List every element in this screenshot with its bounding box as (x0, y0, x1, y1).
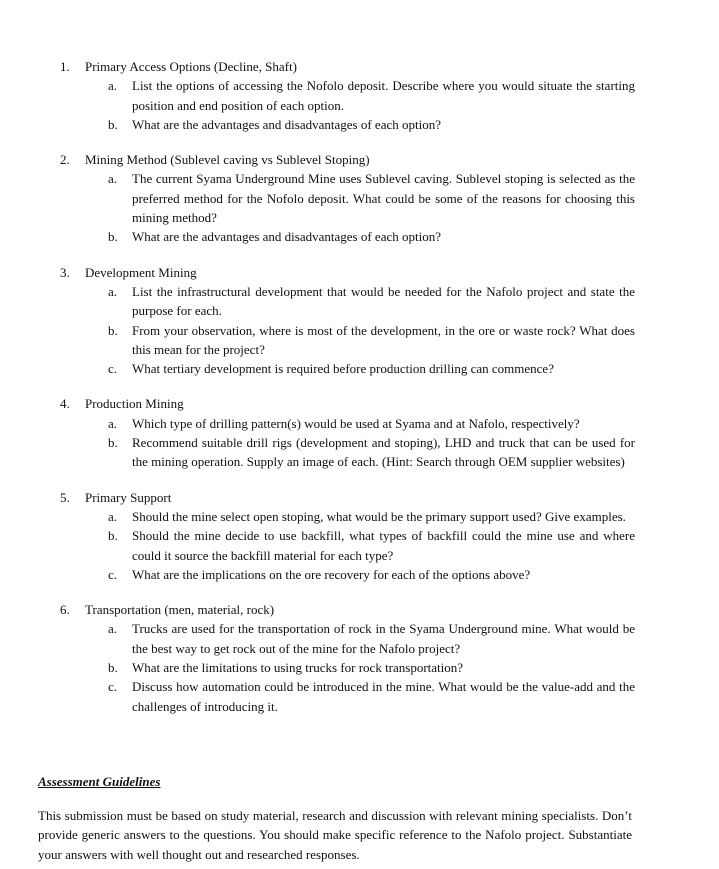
section-transportation (60, 600, 635, 716)
sub-question-letter: a. (108, 508, 118, 524)
sub-question (108, 414, 635, 433)
sub-question (108, 169, 635, 227)
section-number: 6. (60, 602, 70, 618)
sub-question-letter: a. (108, 78, 118, 94)
sub-question (108, 677, 635, 716)
sub-question-text: List the infrastructural development that would be needed for the Nafolo project and state the purpose for each. (132, 283, 635, 319)
sub-question (108, 359, 635, 378)
section-title: Primary Access Options (Decline, Shaft) (85, 59, 297, 74)
sub-question-text: Discuss how automation could be introduced in the mine. What would be the value-add and the challenges of introducing it. (132, 679, 635, 714)
section-number: 2. (60, 152, 70, 168)
section-heading (60, 394, 635, 413)
sub-question-letter: b. (108, 528, 118, 544)
section-heading (60, 600, 635, 619)
sub-question-letter: a. (108, 415, 118, 431)
section-heading (60, 488, 635, 507)
sub-question-text: From your observation, where is most of the development, in the ore or waste rock? What does this mean for the project? (132, 322, 635, 357)
section-title: Primary Support (85, 489, 172, 505)
sub-question-text: The current Syama Underground Mine uses Sublevel caving. Sublevel stoping is selected as the preferred method for the Nofolo deposit. What could be some of the reasons for choosing this mining method? (132, 171, 635, 226)
sub-question-letter: a. (108, 171, 118, 187)
section-primary-support (60, 488, 635, 584)
sub-question-text: What are the limitations to using trucks for rock transportation? (132, 660, 464, 676)
section-number: 4. (60, 396, 70, 412)
section-number: 3. (60, 264, 70, 280)
section-number: 5. (60, 489, 70, 505)
sub-question-list (60, 76, 635, 134)
sub-question-letter: a. (108, 283, 118, 299)
sub-question-letter: c. (108, 566, 118, 582)
sub-question (108, 321, 635, 360)
sub-question-letter: a. (108, 621, 118, 637)
sub-question (108, 507, 635, 526)
sub-question-list (60, 169, 635, 246)
section-production-mining (60, 394, 635, 471)
sub-question-letter: b. (108, 116, 118, 132)
sub-question-letter: b. (108, 660, 118, 676)
sub-question-letter: b. (108, 322, 118, 338)
section-number: 1. (60, 59, 70, 74)
sub-question-text: List the options of accessing the Nofolo deposit. Describe where you would situate the starting position and end position of each option. (132, 78, 635, 113)
assessment-guidelines-heading: Assessment Guidelines (38, 774, 161, 789)
sub-question-letter: c. (108, 679, 118, 695)
sub-question (108, 619, 635, 658)
sub-question-text: Recommend suitable drill rigs (development and stoping), LHD and truck that can be used for the mining operation. Supply an image of each. (Hint: Search through OEM supplier websites) (132, 435, 635, 470)
sub-question (108, 565, 635, 584)
question-sections (60, 57, 635, 716)
sub-question (108, 76, 635, 115)
sub-question (108, 115, 635, 134)
sub-question-letter: b. (108, 229, 118, 245)
sub-question-list (60, 414, 635, 472)
sub-question (108, 658, 635, 677)
sub-question-text: Should the mine select open stoping, what would be the primary support used? Give examples. (132, 508, 626, 524)
assessment-guidelines-paragraph: This submission must be based on study material, research and discussion with relevant mining specialists. Don’t provide generic answers to the questions. You should make specific reference to the Nafolo project. Substantiate your answers with well thought out and researched responses. (38, 808, 632, 862)
sub-question-text: What are the implications on the ore recovery for each of the options above? (132, 566, 531, 582)
section-heading (60, 263, 635, 282)
section-development-mining (60, 263, 635, 379)
section-title: Production Mining (85, 396, 184, 412)
sub-question-list (60, 507, 635, 584)
sub-question-text: What are the advantages and disadvantages of each option? (132, 229, 441, 245)
sub-question-text: What are the advantages and disadvantages of each option? (132, 116, 441, 132)
section-heading (60, 150, 635, 169)
sub-question-list (60, 619, 635, 715)
sub-question (108, 433, 635, 472)
section-heading (60, 57, 635, 76)
sub-question (108, 526, 635, 565)
section-title: Mining Method (Sublevel caving vs Sublevel Stoping) (85, 152, 370, 168)
sub-question-text: Which type of drilling pattern(s) would be used at Syama and at Nafolo, respectively? (132, 415, 580, 431)
section-primary-access (60, 57, 635, 134)
sub-question-text: Trucks are used for the transportation of rock in the Syama Underground mine. What would be the best way to get rock out of the mine for the Nafolo project? (132, 621, 635, 656)
section-mining-method (60, 150, 635, 246)
sub-question-text: Should the mine decide to use backfill, what types of backfill could the mine use and where could it source the backfill material for each type? (132, 528, 635, 563)
sub-question-letter: c. (108, 361, 118, 377)
sub-question-text: What tertiary development is required before production drilling can commence? (132, 361, 554, 377)
sub-question (108, 282, 635, 321)
sub-question-list (60, 282, 635, 378)
section-title: Development Mining (85, 264, 197, 280)
sub-question (108, 227, 635, 246)
sub-question-letter: b. (108, 435, 118, 451)
section-title: Transportation (men, material, rock) (85, 602, 275, 618)
